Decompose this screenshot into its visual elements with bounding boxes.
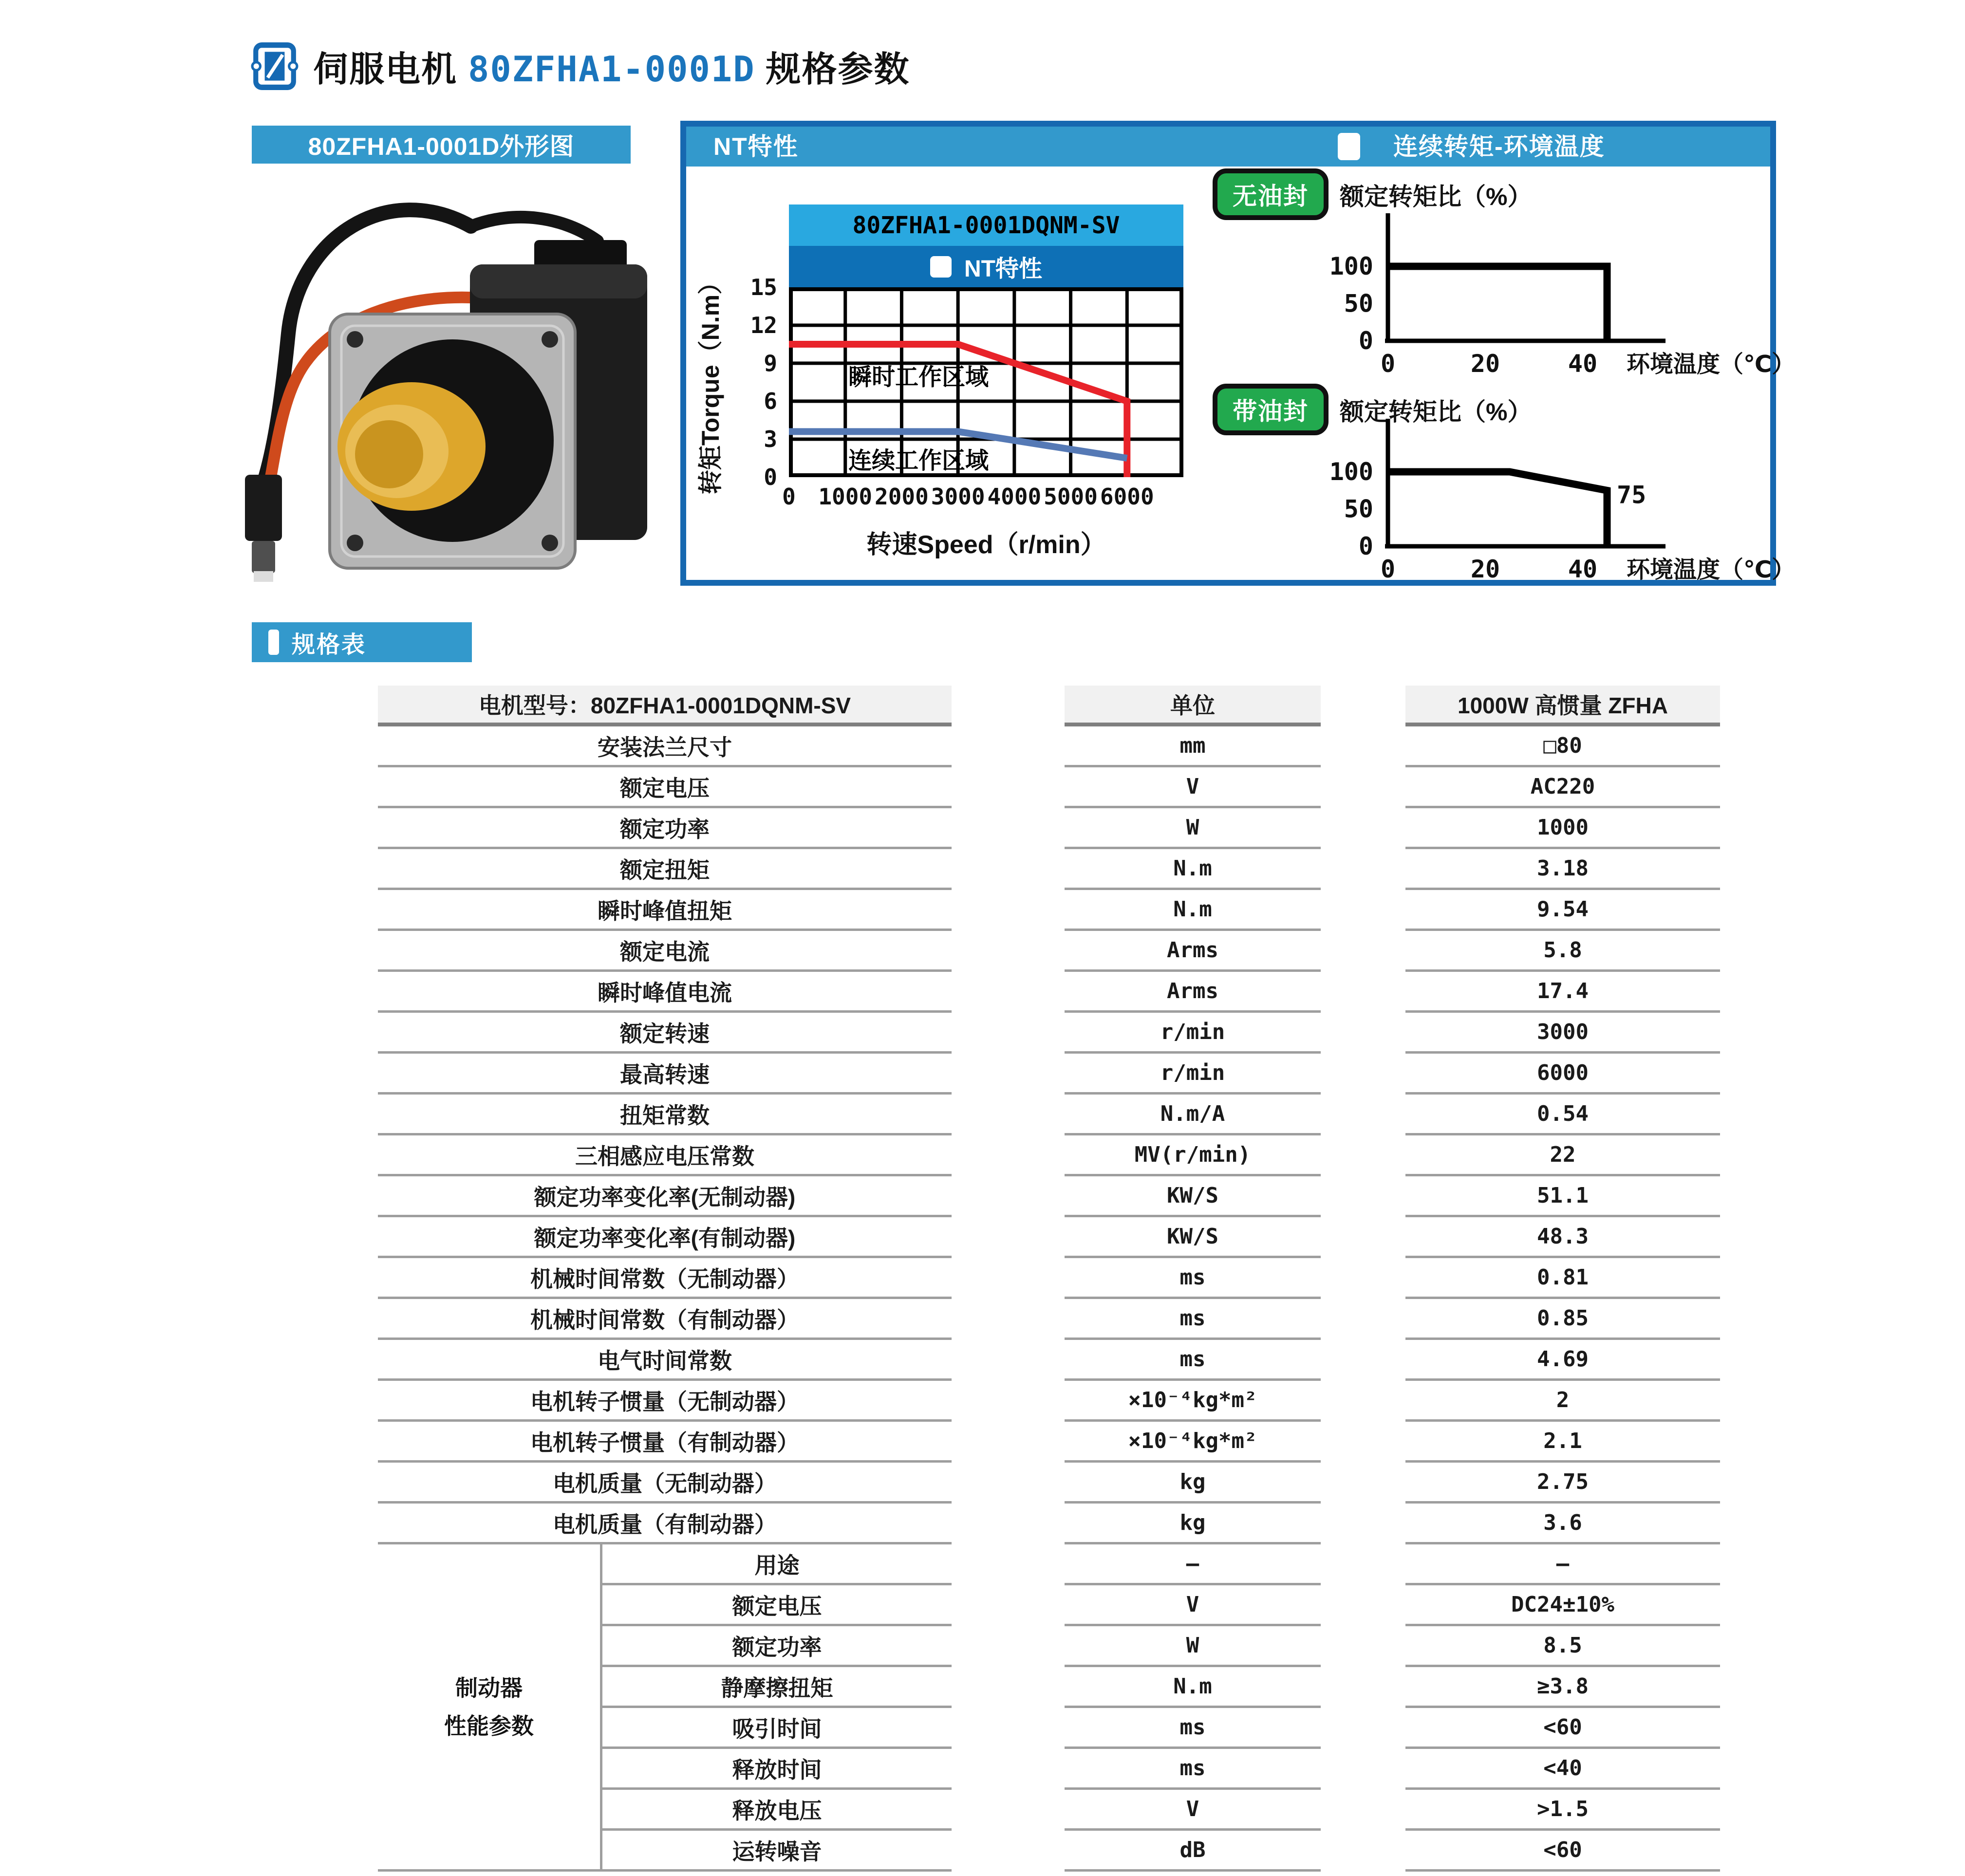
spec-row-unit: V	[1065, 1790, 1321, 1831]
spec-column-value	[1405, 686, 1720, 1872]
spec-row-name: 机械时间常数（无制动器）	[378, 1258, 952, 1299]
table-header-model: 电机型号：80ZFHA1-0001DQNM-SV	[378, 686, 952, 726]
motor-logo-icon	[250, 41, 299, 91]
page-title-row	[250, 41, 910, 92]
screw-hole	[542, 331, 558, 348]
spec-row-value: <60	[1405, 1831, 1720, 1872]
spec-row-name: 吸引时间	[602, 1708, 952, 1749]
nt-curve-chart	[750, 274, 1183, 516]
spec-table-label-text: 规格表	[292, 632, 367, 658]
spec-row-value: 6000	[1405, 1054, 1720, 1095]
y-tick-label: 50	[1344, 495, 1373, 523]
brake-parameter-group	[378, 1544, 952, 1872]
spec-row-value: <60	[1405, 1708, 1720, 1749]
spec-row-name: 三相感应电压常数	[378, 1135, 952, 1176]
title-model-number: 80ZFHA1-0001D	[468, 49, 755, 90]
screw-hole	[542, 535, 558, 551]
spec-row-name: 静摩擦扭矩	[602, 1667, 952, 1708]
rated-torque-ratio-label-2: 额定转矩比（%）	[1340, 398, 1532, 426]
spec-row-name: 瞬时峰值电流	[378, 972, 952, 1013]
with-oil-seal-badge: 带油封	[1213, 384, 1329, 435]
page-title	[313, 41, 910, 92]
spec-row-value: 48.3	[1405, 1217, 1720, 1258]
x-tick-label: 0	[1380, 350, 1396, 378]
area-label-1: 连续工作区域	[848, 448, 989, 474]
spec-row-unit: V	[1065, 767, 1321, 808]
spec-row-unit: kg	[1065, 1504, 1321, 1544]
spec-row-name: 安装法兰尺寸	[378, 726, 952, 767]
nt-legend-square-icon	[930, 256, 952, 278]
spec-row-value: 2.1	[1405, 1422, 1720, 1463]
spec-row-name: 电机质量（无制动器）	[378, 1463, 952, 1504]
x-tick-label: 3000	[931, 483, 985, 510]
cable-connector	[245, 475, 282, 541]
y-tick-label: 9	[764, 350, 777, 376]
spec-row-name: 电机转子惯量（无制动器）	[378, 1381, 952, 1422]
spec-row-value: 8.5	[1405, 1626, 1720, 1667]
spec-row-unit: ms	[1065, 1299, 1321, 1340]
panel-header-bar	[686, 127, 1770, 167]
spec-row-unit: N.m	[1065, 890, 1321, 931]
area-label-0: 瞬时工作区域	[848, 364, 989, 390]
spec-row-name: 扭矩常数	[378, 1095, 952, 1135]
spec-row-name: 额定转速	[378, 1013, 952, 1054]
spec-row-name: 额定功率	[378, 808, 952, 849]
x-tick-label: 5000	[1044, 483, 1098, 510]
spec-row-value: □80	[1405, 726, 1720, 767]
y-tick-label: 6	[764, 388, 777, 414]
spec-row-unit: kg	[1065, 1463, 1321, 1504]
outline-drawing-header: 80ZFHA1-0001D外形图	[252, 126, 631, 164]
spec-row-name: 释放时间	[602, 1749, 952, 1790]
spec-row-value: AC220	[1405, 767, 1720, 808]
spec-row-name: 电机质量（有制动器）	[378, 1504, 952, 1544]
spec-row-unit: KW/S	[1065, 1176, 1321, 1217]
y-tick-label: 50	[1344, 289, 1373, 318]
spec-row-name: 额定电压	[378, 767, 952, 808]
cable-connector-pin	[254, 571, 273, 582]
spec-column-parameter	[378, 686, 952, 1872]
spec-row-name: 最高转速	[378, 1054, 952, 1095]
screw-hole	[347, 535, 363, 551]
x-axis-title: 环境温度（℃）	[1627, 352, 1796, 377]
nt-chart-model-title: 80ZFHA1-0001DQNM-SV	[789, 204, 1183, 246]
spec-row-unit: ×10⁻⁴kg*m²	[1065, 1381, 1321, 1422]
spec-row-name: 额定扭矩	[378, 849, 952, 890]
spec-row-unit: ×10⁻⁴kg*m²	[1065, 1422, 1321, 1463]
spec-row-name: 机械时间常数（有制动器）	[378, 1299, 952, 1340]
spec-row-unit: ms	[1065, 1749, 1321, 1790]
spec-row-value: 3.6	[1405, 1504, 1720, 1544]
spec-row-name: 电气时间常数	[378, 1340, 952, 1381]
annotation-0: 75	[1617, 481, 1647, 509]
x-tick-label: 40	[1568, 555, 1598, 583]
characteristics-panel	[680, 121, 1796, 586]
x-tick-label: 20	[1470, 350, 1500, 378]
x-tick-label: 2000	[875, 483, 929, 510]
spec-row-value: 0.85	[1405, 1299, 1720, 1340]
y-tick-label: 100	[1329, 458, 1373, 486]
spec-row-value: 17.4	[1405, 972, 1720, 1013]
spec-row-unit: dB	[1065, 1831, 1321, 1872]
servo-motor-photo	[242, 168, 666, 592]
no-oil-seal-chart	[1329, 209, 1796, 378]
brake-group-label-line: 制动器	[455, 1675, 523, 1701]
title-prefix: 伺服电机	[313, 50, 458, 89]
spec-row-name: 电机转子惯量（有制动器）	[378, 1422, 952, 1463]
spec-row-value: 0.54	[1405, 1095, 1720, 1135]
spec-table-section-label	[252, 622, 472, 662]
no-oil-seal-badge: 无油封	[1213, 168, 1329, 220]
spec-row-value: 51.1	[1405, 1176, 1720, 1217]
spec-column-unit	[1065, 686, 1321, 1872]
x-axis-title: 环境温度（℃）	[1627, 557, 1796, 583]
spec-row-value: DC24±10%	[1405, 1585, 1720, 1626]
x-tick-label: 0	[782, 483, 796, 510]
spec-row-value: <40	[1405, 1749, 1720, 1790]
spec-row-value: 1000	[1405, 808, 1720, 849]
torque-temp-header-label: 连续转矩-环境温度	[1393, 133, 1605, 160]
spec-row-value: ≥3.8	[1405, 1667, 1720, 1708]
spec-row-value: 9.54	[1405, 890, 1720, 931]
x-tick-label: 40	[1568, 350, 1598, 378]
spec-row-unit: N.m	[1065, 1667, 1321, 1708]
with-oil-seal-chart	[1329, 415, 1796, 583]
spec-row-name: 额定功率	[602, 1626, 952, 1667]
spec-row-unit: ms	[1065, 1340, 1321, 1381]
y-tick-label: 15	[750, 274, 777, 300]
x-tick-label: 0	[1380, 555, 1396, 583]
y-tick-label: 12	[750, 312, 777, 338]
x-tick-label: 20	[1470, 555, 1500, 583]
white-bar-icon	[268, 630, 279, 655]
spec-row-value: 3.18	[1405, 849, 1720, 890]
black-cable-2	[471, 217, 598, 241]
temp-curve-0	[1388, 472, 1607, 546]
nt-x-axis-title: 转速Speed（r/min）	[866, 531, 1106, 559]
spec-row-unit: r/min	[1065, 1054, 1321, 1095]
shaft-cap-face	[355, 420, 423, 488]
spec-row-unit: W	[1065, 808, 1321, 849]
y-tick-label: 0	[1358, 327, 1373, 355]
x-tick-label: 6000	[1100, 483, 1154, 510]
table-header-series: 1000W 高惯量 ZFHA	[1405, 686, 1720, 726]
brake-rows	[602, 1544, 952, 1872]
spec-row-value: >1.5	[1405, 1790, 1720, 1831]
x-tick-label: 4000	[987, 483, 1042, 510]
spec-row-unit: Arms	[1065, 972, 1321, 1013]
spec-row-unit: MV(r/min)	[1065, 1135, 1321, 1176]
spec-row-value: 3000	[1405, 1013, 1720, 1054]
spec-row-value: 0.81	[1405, 1258, 1720, 1299]
y-tick-label: 0	[1358, 532, 1373, 560]
spec-row-name: 额定电压	[602, 1585, 952, 1626]
spec-row-value: 2.75	[1405, 1463, 1720, 1504]
spec-row-unit: —	[1065, 1544, 1321, 1585]
spec-row-value: 5.8	[1405, 931, 1720, 972]
spec-row-unit: KW/S	[1065, 1217, 1321, 1258]
rated-torque-ratio-label-1: 额定转矩比（%）	[1340, 183, 1532, 210]
spec-row-value: 4.69	[1405, 1340, 1720, 1381]
spec-row-name: 用途	[602, 1544, 952, 1585]
nt-chart-subtitle-bar	[789, 246, 1183, 287]
y-tick-label: 0	[764, 464, 777, 490]
x-tick-label: 1000	[818, 483, 873, 510]
spec-row-unit: Arms	[1065, 931, 1321, 972]
spec-row-name: 释放电压	[602, 1790, 952, 1831]
spec-row-unit: mm	[1065, 726, 1321, 767]
spec-row-name: 额定功率变化率(无制动器)	[378, 1176, 952, 1217]
spec-row-name: 额定电流	[378, 931, 952, 972]
white-bar-icon	[1338, 133, 1360, 160]
motor-body-top	[470, 264, 647, 298]
screw-hole	[347, 331, 363, 348]
spec-row-value: 2	[1405, 1381, 1720, 1422]
spec-row-unit: V	[1065, 1585, 1321, 1626]
spec-row-value: 22	[1405, 1135, 1720, 1176]
spec-row-name: 额定功率变化率(有制动器)	[378, 1217, 952, 1258]
nt-y-axis-title: 转矩Torque（N.m）	[697, 270, 724, 495]
brake-group-label-line: 性能参数	[444, 1713, 534, 1739]
brake-group-label	[378, 1544, 602, 1872]
nt-header-label: NT特性	[713, 133, 799, 160]
nt-chart-subtitle: NT特性	[964, 256, 1042, 282]
spec-row-unit: N.m	[1065, 849, 1321, 890]
spec-row-unit: ms	[1065, 1708, 1321, 1749]
temp-curve-0	[1388, 266, 1607, 341]
table-header-unit: 单位	[1065, 686, 1321, 726]
y-tick-label: 100	[1329, 252, 1373, 281]
cable-connector-2	[252, 541, 275, 573]
spec-row-unit: W	[1065, 1626, 1321, 1667]
spec-row-unit: r/min	[1065, 1013, 1321, 1054]
title-suffix: 规格参数	[766, 50, 910, 89]
spec-row-unit: ms	[1065, 1258, 1321, 1299]
spec-row-name: 运转噪音	[602, 1831, 952, 1872]
y-tick-label: 3	[764, 426, 777, 452]
spec-row-value: —	[1405, 1544, 1720, 1585]
spec-row-name: 瞬时峰值扭矩	[378, 890, 952, 931]
spec-row-unit: N.m/A	[1065, 1095, 1321, 1135]
